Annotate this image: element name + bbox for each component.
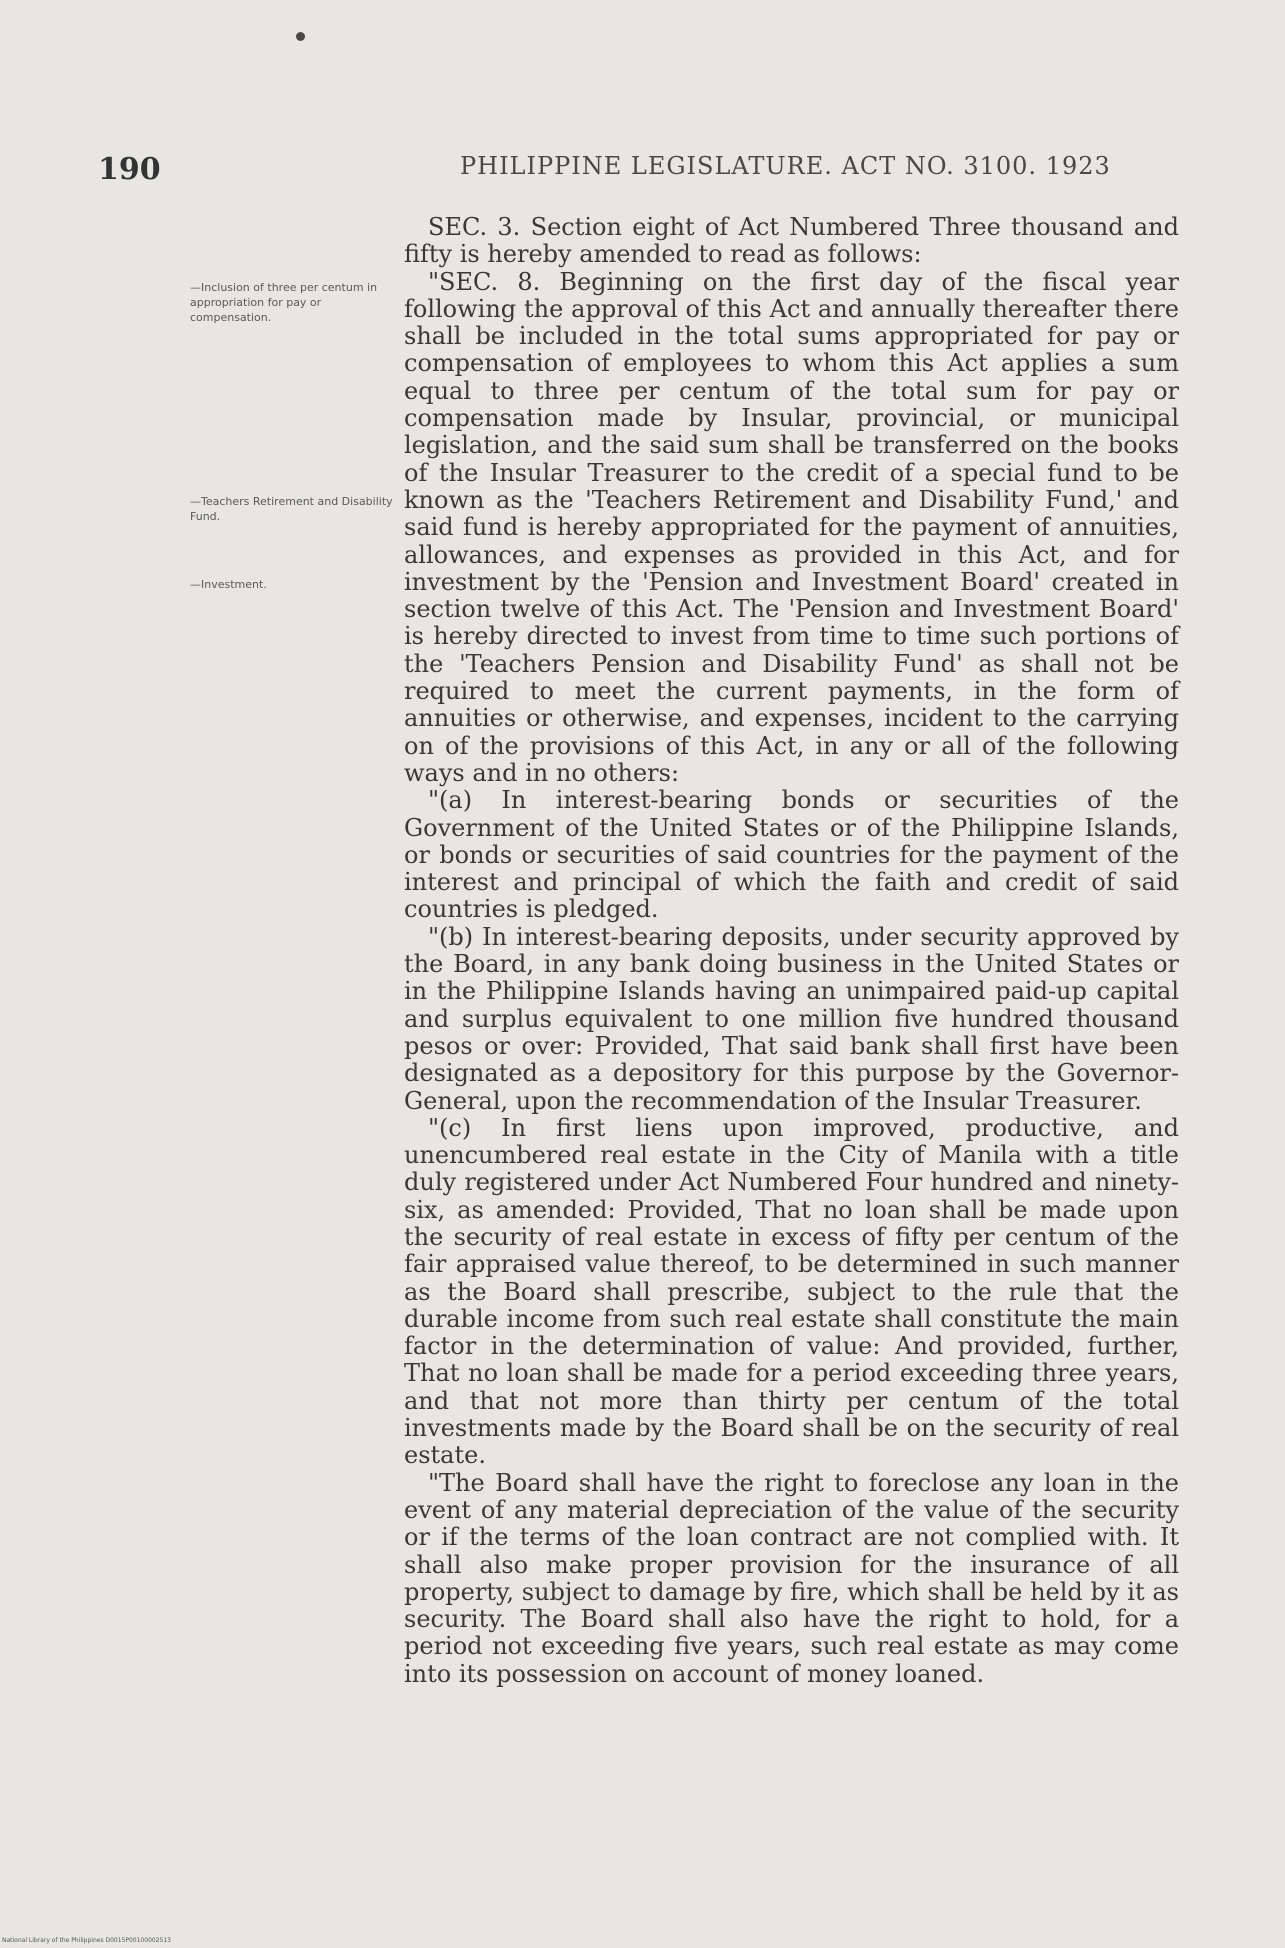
ink-dot: [296, 32, 305, 41]
paragraph-board-rights: "The Board shall have the right to foreclose any loan in the event of any material depreciation of the value of the security or if the terms of the loan contract are not complied with. It shall also make proper provision for the insurance of all property, subject to damage by fire, which shall be held by it as security. The Board shall also have the right to hold, for a period not exceeding five years, such real estate as may come into its possession on account of money loaned.: [404, 1468, 1179, 1688]
scan-footer: National Library of the Philippines D0015P00100002513: [2, 1937, 171, 1944]
margin-note-retirement-fund: —Teachers Retirement and Disability Fund.: [190, 495, 393, 523]
body-text: [404, 214, 1179, 1688]
running-head: PHILIPPINE LEGISLATURE. ACT NO. 3100. 1923: [460, 152, 1111, 180]
page-number: 190: [98, 152, 161, 187]
paragraph-section-8: "SEC. 8. Beginning on the first day of the fiscal year following the approval of this Act and annually thereafter there shall be included in the total sums appropriated for pay or compensation of employees to whom this Act applies a sum equal to three per centum of the total sum for pay or compensation made by Insular, provincial, or municipal legislation, and the said sum shall be transferred on the books of the Insular Treasurer to the credit of a special fund to be known as the 'Teachers Retirement and Disability Fund,' and said fund is hereby appropriated for the payment of annuities, allowances, and expenses as provided in this Act, and for investment by the 'Pension and Investment Board' created in section twelve of this Act. The 'Pension and Investment Board' is hereby directed to invest from time to time such portions of the 'Teachers Pension and Disability Fund' as shall not be required to meet the current payments, in the form of annuities or otherwise, and expenses, incident to the carrying on of the provisions of this Act, in any or all of the following ways and in no others:: [404, 267, 1179, 787]
paragraph-clause-c: "(c) In first liens upon improved, productive, and unencumbered real estate in the City of Manila with a title duly registered under Act Numbered Four hundred and ninety-six, as amended: Provided, That no loan shall be made upon the security of real estate in excess of fifty per centum of the fair appraised value thereof, to be determined in such manner as the Board shall prescribe, subject to the rule that the durable income from such real estate shall constitute the main factor in the determination of value: And provided, further, That no loan shall be made for a period exceeding three years, and that not more than thirty per centum of the total investments made by the Board shall be on the security of real estate.: [404, 1113, 1179, 1470]
margin-note-investment: —Investment.: [190, 578, 267, 591]
paragraph-clause-a: "(a) In interest-bearing bonds or securities of the Government of the United States or of the Philippine Islands, or bonds or securities of said countries for the payment of the interest and principal of which the faith and credit of said countries is pledged.: [404, 786, 1179, 924]
paragraph-section-3: SEC. 3. Section eight of Act Numbered Three thousand and fifty is hereby amended to read as follows:: [404, 213, 1179, 269]
margin-note-inclusion: —Inclusion of three per centum in appropriation for pay or compensation.: [190, 281, 378, 324]
paragraph-clause-b: "(b) In interest-bearing deposits, under security approved by the Board, in any bank doing business in the United States or in the Philippine Islands having an unimpaired paid-up capital and surplus equivalent to one million five hundred thousand pesos or over: Provided, That said bank shall first have been designated as a depository for this purpose by the Governor-General, upon the recommendation of the Insular Treasurer.: [404, 922, 1179, 1115]
